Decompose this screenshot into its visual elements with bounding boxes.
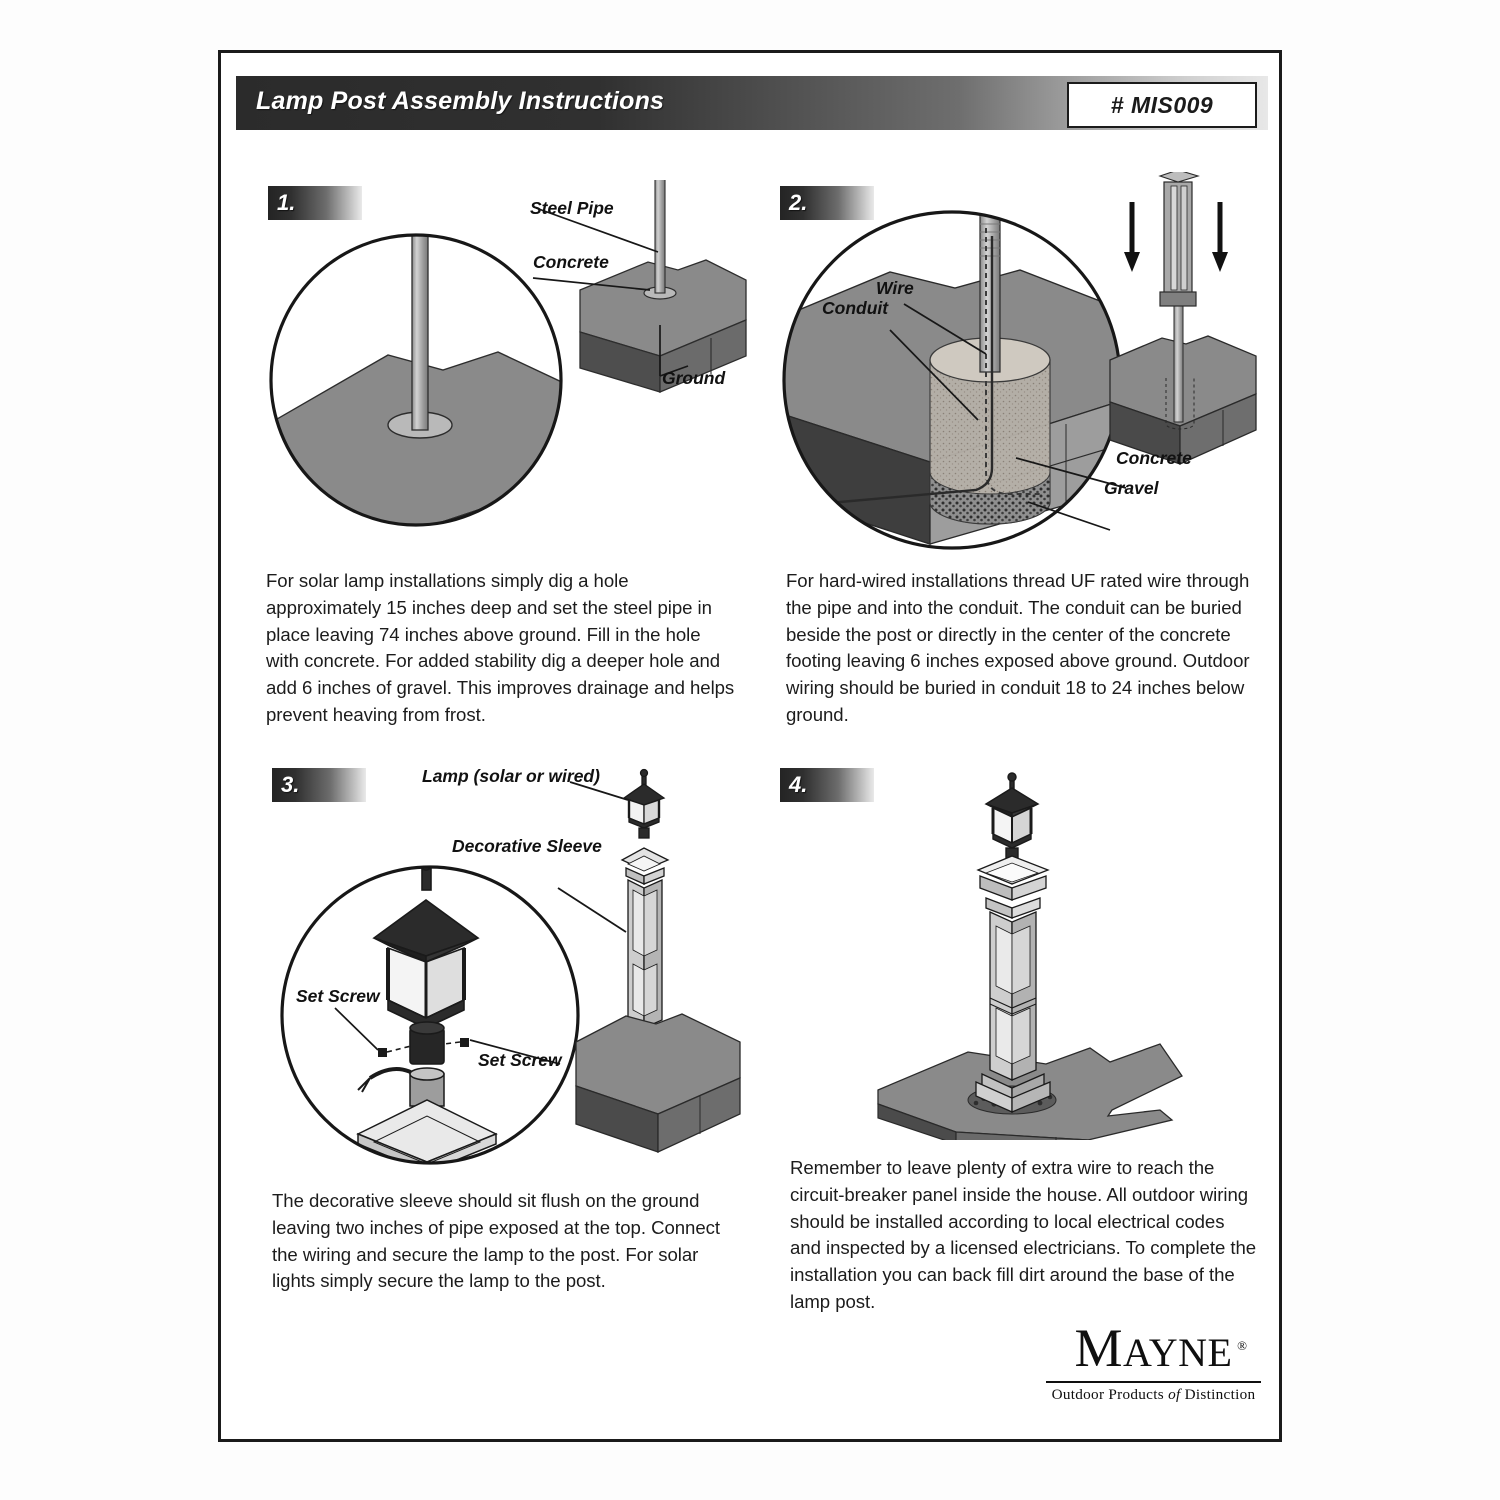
label-set-screw-right: Set Screw xyxy=(478,1050,562,1070)
label-set-screw-left: Set Screw xyxy=(296,986,380,1006)
step-number-1: 1. xyxy=(277,190,296,215)
step-1-description: For solar lamp installations simply dig a hole approximately 15 inches deep and set the steel pipe in place leaving 74 inches above ground. Fill in the hole with concrete. For added stability dig a deeper hole and add 6 inches of gravel. This improves drainage and helps prevent heaving from frost. xyxy=(266,570,735,725)
label-conduit: Conduit xyxy=(822,298,889,318)
figure-step-1 xyxy=(268,180,748,550)
sku-box xyxy=(1067,82,1257,128)
figure-step-3 xyxy=(270,760,750,1180)
logo-divider xyxy=(1046,1381,1261,1383)
brand-name-first: M xyxy=(1074,1318,1124,1378)
label-lamp: Lamp (solar or wired) xyxy=(422,766,600,786)
label-decorative-sleeve: Decorative Sleeve xyxy=(452,836,602,856)
step-3-description: The decorative sleeve should sit flush on the ground leaving two inches of pipe exposed at the top. Connect the wiring and secure the lamp to the post. For solar lights simply secure the lamp to the post. xyxy=(272,1190,720,1292)
label-gravel: Gravel xyxy=(1104,478,1159,498)
brand-name-rest: AYNE xyxy=(1123,1330,1233,1375)
sku-text: # MIS009 xyxy=(1110,91,1214,118)
label-steel-pipe: Steel Pipe xyxy=(530,198,614,218)
label-concrete-1: Concrete xyxy=(533,252,609,272)
tagline-part-2: Distinction xyxy=(1184,1385,1256,1403)
header-bar xyxy=(236,76,1268,130)
step-4-description: Remember to leave plenty of extra wire to reach the circuit-breaker panel inside the house. All outdoor wiring should be installed according to local electrical codes and inspected by a licensed electricians. To complete the installation you can back fill dirt around the base of the lamp post. xyxy=(790,1157,1257,1312)
step-2-description: For hard-wired installations thread UF rated wire through the pipe and into the conduit. The conduit can be buried beside the post or directly in the center of the concrete footing leaving 6 inches exposed above ground. Outdoor wiring should be buried in conduit 18 to 24 inches below ground. xyxy=(786,570,1250,725)
step-number-2: 2. xyxy=(789,190,808,215)
registered-mark-icon: ® xyxy=(1237,1338,1248,1353)
figure-step-2 xyxy=(780,172,1260,552)
label-concrete-2: Concrete xyxy=(1116,448,1192,468)
brand-wordmark xyxy=(1074,1318,1248,1379)
brand-logo xyxy=(1046,1318,1261,1404)
step-number-3: 3. xyxy=(281,772,300,797)
figure-step-4 xyxy=(860,760,1250,1140)
label-wire: Wire xyxy=(876,278,914,298)
brand-tagline xyxy=(1046,1386,1261,1404)
step-number-4: 4. xyxy=(789,772,808,797)
page-title: Lamp Post Assembly Instructions xyxy=(256,87,665,115)
tagline-part-1: Outdoor Products xyxy=(1051,1385,1164,1403)
tagline-of: of xyxy=(1168,1385,1181,1403)
label-ground: Ground xyxy=(662,368,726,388)
